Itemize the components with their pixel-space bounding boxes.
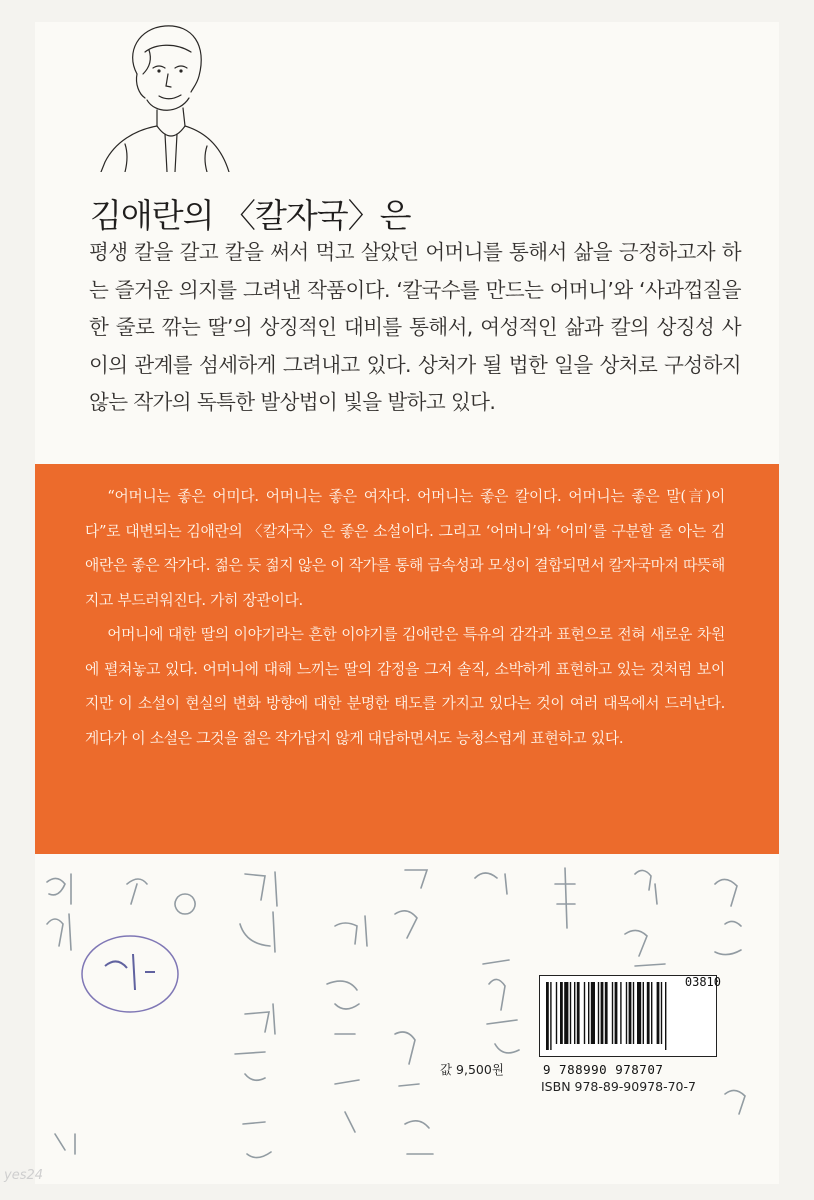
review-paragraph: 어머니에 대한 딸의 이야기라는 흔한 이야기를 김애란은 특유의 감각과 표현으로 전혀 새로운 차원에 펼쳐놓고 있다. 어머니에 대해 느끼는 딸의 감정을 그저 솔직, 소박하게 표현하고 있는 것처럼 보이지만 이 소설이 현실의 변화 방향에 대한 분명한 태도를 가지고 있다는 것이 여러 대목에서 드러난다. 게다가 이 소설은 그것을 젊은 작가답지 않게 대담하면서도 능청스럽게 표현하고 있다.: [85, 626, 725, 747]
author-portrait: [95, 22, 235, 172]
barcode-bar: [626, 982, 627, 1044]
barcode-bar: [564, 982, 568, 1044]
barcode-bar: [637, 982, 641, 1044]
barcode-bar: [612, 982, 613, 1044]
barcode-bar: [651, 982, 652, 1044]
isbn-label: ISBN 978-89-90978-70-7: [541, 1079, 696, 1094]
barcode-bars: [546, 982, 710, 1050]
barcode-bar: [556, 982, 557, 1044]
barcode-bar: [605, 982, 608, 1044]
barcode-bar: [665, 982, 666, 1050]
back-cover: [35, 22, 779, 1184]
barcode-addon-number: 03810: [684, 975, 721, 989]
barcode-bar: [550, 982, 551, 1050]
book-title-heading: 김애란의 〈칼자국〉은: [90, 196, 411, 235]
barcode-bar: [560, 982, 563, 1044]
barcode-bar: [661, 982, 662, 1044]
barcode-bar: [657, 982, 660, 1044]
barcode-bar: [643, 982, 644, 1044]
intro-paragraph: 평생 칼을 갈고 칼을 써서 먹고 살았던 어머니를 통해서 삶을 긍정하고자 하는 즐거운 의지를 그려낸 작품이다. ‘칼국수를 만드는 어머니’와 ‘사과껍질을 한 줄로 깎는 딸’의 상징적인 대비를 통해서, 여성적인 삶과 칼의 상징성 사이의 관계를 섬세하게 그려내고 있다. 상처가 될 법한 일을 상처로 구성하지 않는 작가의 독특한 발상법이 빛을 발하고 있다.: [89, 240, 741, 414]
barcode-bar: [629, 982, 632, 1044]
watermark-logo: yes24: [4, 1168, 44, 1183]
barcode-bar: [591, 982, 595, 1044]
barcode-bar: [615, 982, 618, 1044]
barcode-bar: [570, 982, 571, 1044]
barcode-bar: [620, 982, 621, 1044]
barcode-bar: [633, 982, 634, 1044]
barcode-bar: [584, 982, 585, 1044]
barcode-number: 9 788990 978707: [543, 1062, 664, 1077]
barcode-bar: [546, 982, 549, 1050]
barcode-bar: [647, 982, 650, 1044]
barcode-bar: [577, 982, 580, 1044]
barcode-bar: [574, 982, 575, 1044]
review-paragraph: “어머니는 좋은 어미다. 어머니는 좋은 여자다. 어머니는 좋은 칼이다. 어머니는 좋은 말(言)이다”로 대변되는 김애란의 〈칼자국〉은 좋은 소설이다. 그리고 ‘어머니’와 ‘어미’를 구분할 줄 아는 김애란은 좋은 작가다. 젊은 듯 젊지 않은 이 작가를 통해 금속성과 모성이 결합되면서 칼자국마저 따뜻해지고 부드러워진다. 가히 장관이다.: [85, 488, 725, 609]
handwriting-circle: [82, 936, 178, 1012]
barcode-bar: [598, 982, 599, 1044]
barcode-bar: [601, 982, 604, 1044]
price-label: 값 9,500원: [440, 1062, 504, 1077]
intro-text: [89, 234, 741, 422]
review-text: [85, 480, 725, 756]
barcode-bar: [588, 982, 589, 1044]
